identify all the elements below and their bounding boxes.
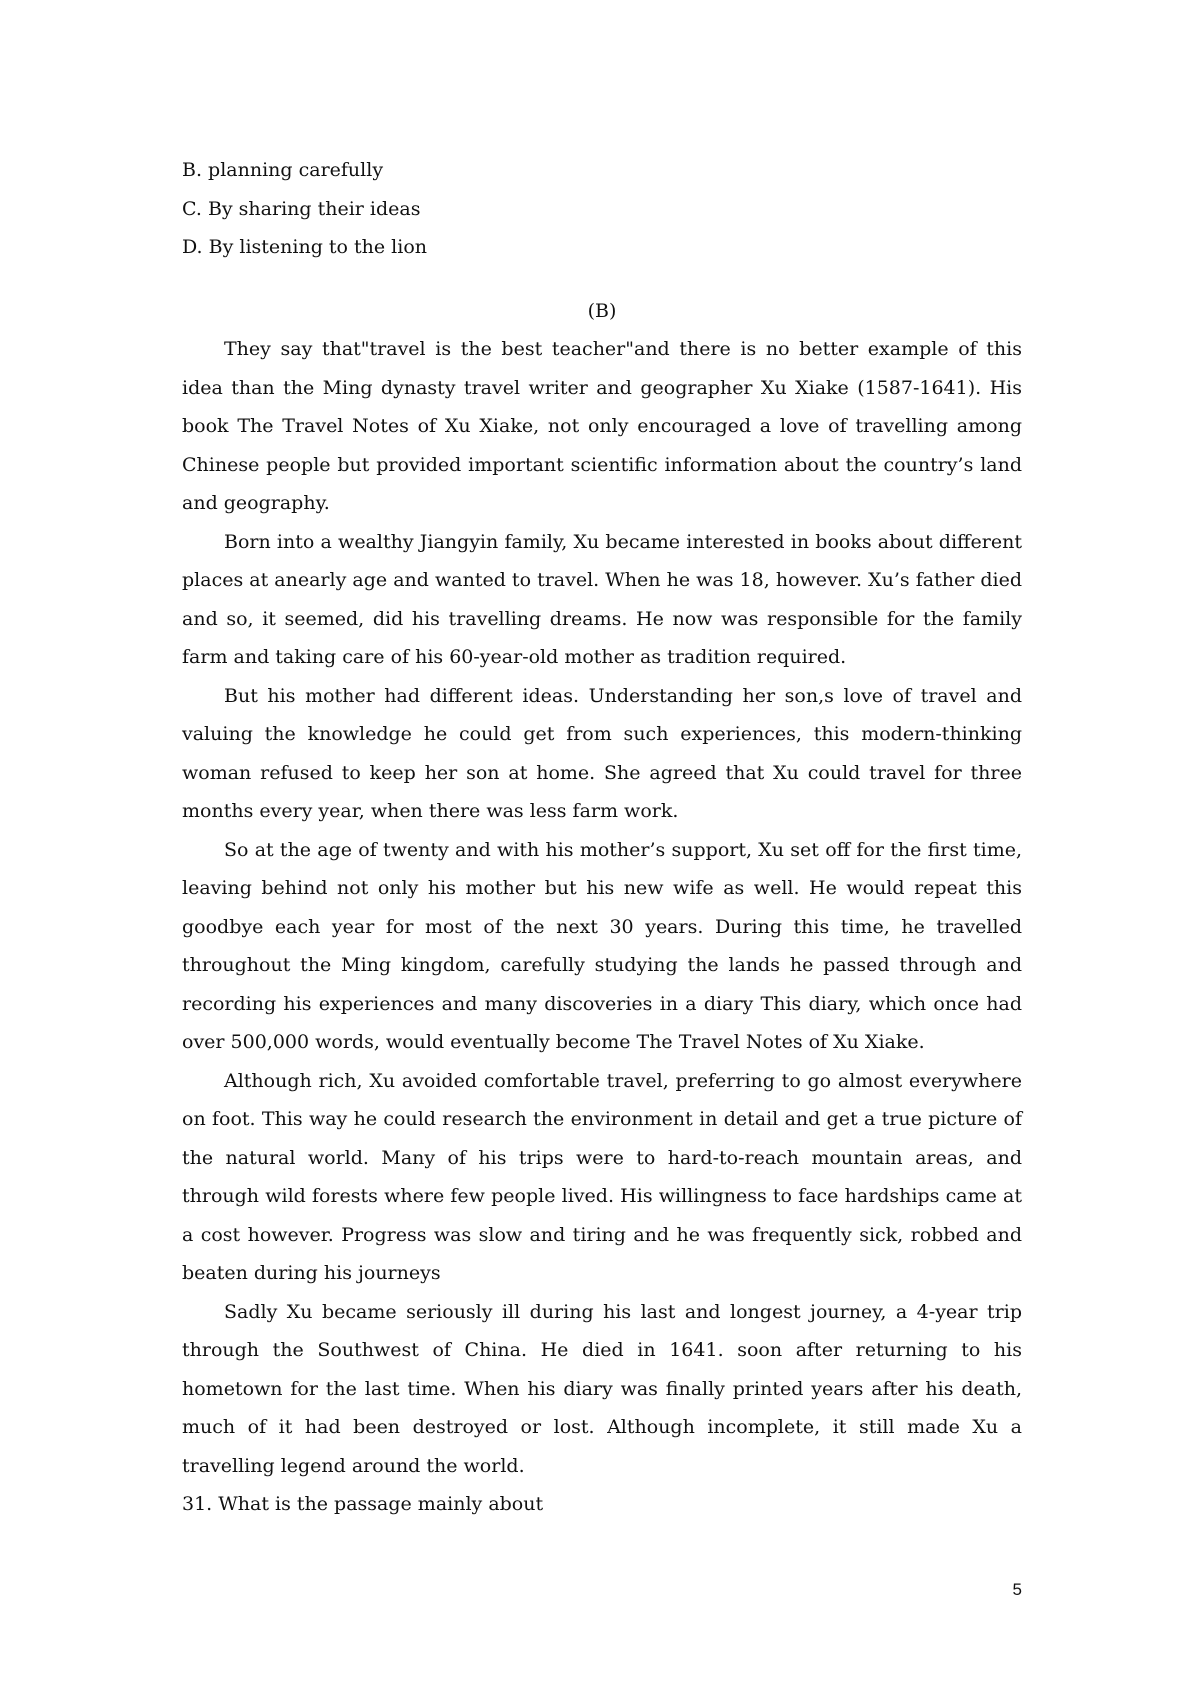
paragraph-3: But his mother had different ideas. Understanding her son,s love of travel and valuing the knowledge he could get from such experiences, this modern-thinking woman refused to keep her son at home. She agreed that Xu could travel for three months every year, when there was less farm work. xyxy=(182,684,1022,822)
question-31: 31. What is the passage mainly about xyxy=(182,1493,544,1515)
page-content xyxy=(182,151,1022,1524)
section-title: (B) xyxy=(587,299,617,322)
answer-option-b: B. planning carefully xyxy=(182,159,384,181)
paragraph-2: Born into a wealthy Jiangyin family, Xu became interested in books about different places at anearly age and wanted to travel. When he was 18, however. Xu’s father died and so, it seemed, did his travelling dreams. He now was responsible for the family farm and taking care of his 60-year-old mother as tradition required. xyxy=(182,530,1022,668)
paragraph-4: So at the age of twenty and with his mother’s support, Xu set off for the first time, leaving behind not only his mother but his new wife as well. He would repeat this goodbye each year for most of the next 30 years. During this time, he travelled throughout the Ming kingdom, carefully studying the lands he passed through and recording his experiences and many discoveries in a diary This diary, which once had over 500,000 words, would eventually become The Travel Notes of Xu Xiake. xyxy=(182,838,1022,1053)
paragraph-1: They say that"travel is the best teacher"and there is no better example of this idea than the Ming dynasty travel writer and geographer Xu Xiake (1587-1641). His book The Travel Notes of Xu Xiake, not only encouraged a love of travelling among Chinese people but provided important scientific information about the country’s land and geography. xyxy=(182,338,1022,514)
paragraph-6: Sadly Xu became seriously ill during his last and longest journey, a 4-year trip through the Southwest of China. He died in 1641. soon after returning to his hometown for the last time. When his diary was finally printed years after his death, much of it had been destroyed or lost. Although incomplete, it still made Xu a travelling legend around the world. xyxy=(182,1300,1022,1477)
answer-option-c: C. By sharing their ideas xyxy=(182,197,421,220)
paragraph-5: Although rich, Xu avoided comfortable travel, preferring to go almost everywhere on foot. This way he could research the environment in detail and get a true picture of the natural world. Many of his trips were to hard-to-reach mountain areas, and through wild forests where few people lived. His willingness to face hardships came at a cost however. Progress was slow and tiring and he was frequently sick, robbed and beaten during his journeys xyxy=(182,1069,1022,1284)
page-number: 5 xyxy=(1012,1580,1022,1599)
answer-option-d: D. By listening to the lion xyxy=(182,236,428,258)
